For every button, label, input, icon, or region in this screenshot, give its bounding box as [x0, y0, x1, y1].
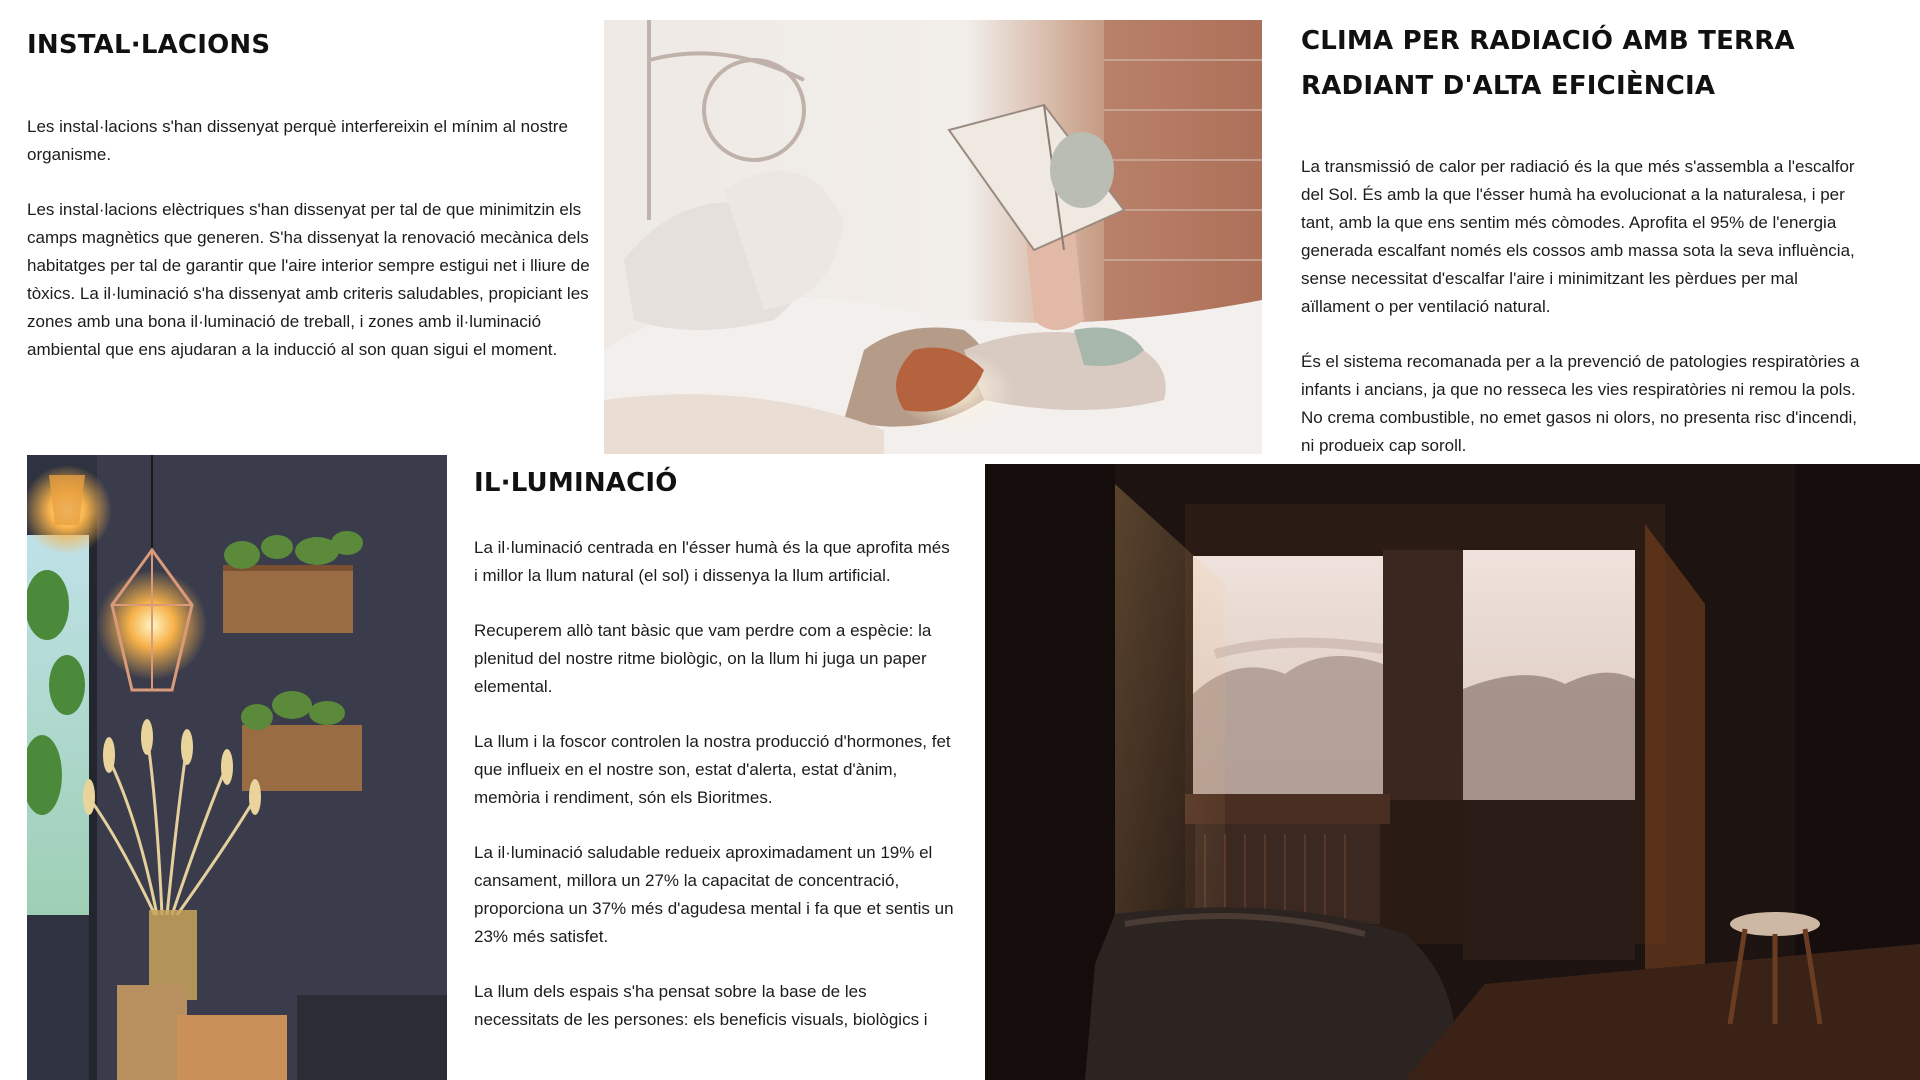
bedroom-window-photo	[985, 464, 1920, 1080]
il-luminacio-paragraph: La il·luminació centrada en l'ésser humà és la que aprofita més i millor la llum natural (el sol) i dissenya la llum artificial.	[474, 538, 950, 585]
instal-lacions-paragraph: Les instal·lacions s'han dissenyat perquè interfereixin el mínim al nostre organisme.	[27, 117, 568, 164]
il-luminacio-paragraph: La llum dels espais s'ha pensat sobre la base de les necessitats de les persones: els beneficis visuals, biològics i	[474, 982, 928, 1029]
il-luminacio-title: IL·LUMINACIÓ	[474, 468, 678, 498]
il-luminacio-text	[474, 534, 954, 1080]
clima-paragraph: És el sistema recomanada per a la prevenció de patologies respiratòries a infants i ancians, ja que no resseca les vies respiratòries ni remou la pols. No crema combustible, no emet gasos ni olors, no presenta risc d'incendi, ni produeix cap soroll.	[1301, 352, 1860, 455]
clima-paragraph: La transmissió de calor per radiació és la que més s'assembla a l'escalfor del Sol. És amb la que l'ésser humà ha evolucionat a la naturalesa, i per tant, amb la que ens sentim més còmodes. Aprofita el 95% de l'energia generada escalfant només els cossos amb massa sota la seva influència, sense necessitat d'escalfar l'aire i minimitzant les pèrdues per mal aïllament o per ventilació natural.	[1301, 157, 1855, 316]
il-luminacio-paragraph: La il·luminació saludable redueix aproximadament un 19% el cansament, millora un 27% la capacitat de concentració, proporciona un 37% més d'agudesa mental i fa que et sentis un 23% més satisfet.	[474, 843, 954, 946]
clima-title-line1: CLIMA PER RADIACIÓ AMB TERRA	[1301, 26, 1795, 56]
il-luminacio-paragraph: La llum i la foscor controlen la nostra producció d'hormones, fet que influeix en el nostre son, estat d'alerta, estat d'ànim, memòria i rendiment, són els Bioritmes.	[474, 732, 951, 807]
clima-text	[1301, 153, 1861, 455]
clima-title-line2: RADIANT D'ALTA EFICIÈNCIA	[1301, 71, 1716, 101]
il-luminacio-paragraph: Recuperem allò tant bàsic que vam perdre com a espècie: la plenitud del nostre ritme biològic, on la llum hi juga un paper elemental.	[474, 621, 932, 696]
instal-lacions-title: INSTAL·LACIONS	[27, 30, 271, 60]
interior-lamps-photo	[27, 455, 447, 1080]
clima-title	[1301, 19, 1795, 109]
instal-lacions-text	[27, 113, 597, 364]
instal-lacions-paragraph: Les instal·lacions elèctriques s'han dissenyat per tal de que minimitzin els camps magnètics que generen. S'ha dissenyat la renovació mecànica dels habitatges per tal de garantir que l'aire interior sempre estigui net i lliure de tòxics. La il·luminació s'ha dissenyat amb criteris saludables, propiciant les zones amb una bona il·luminació de treball, i zones amb il·luminació ambiental que ens ajudaran a la inducció al son quan sigui el moment.	[27, 200, 590, 359]
bedroom-reading-photo	[604, 20, 1262, 454]
